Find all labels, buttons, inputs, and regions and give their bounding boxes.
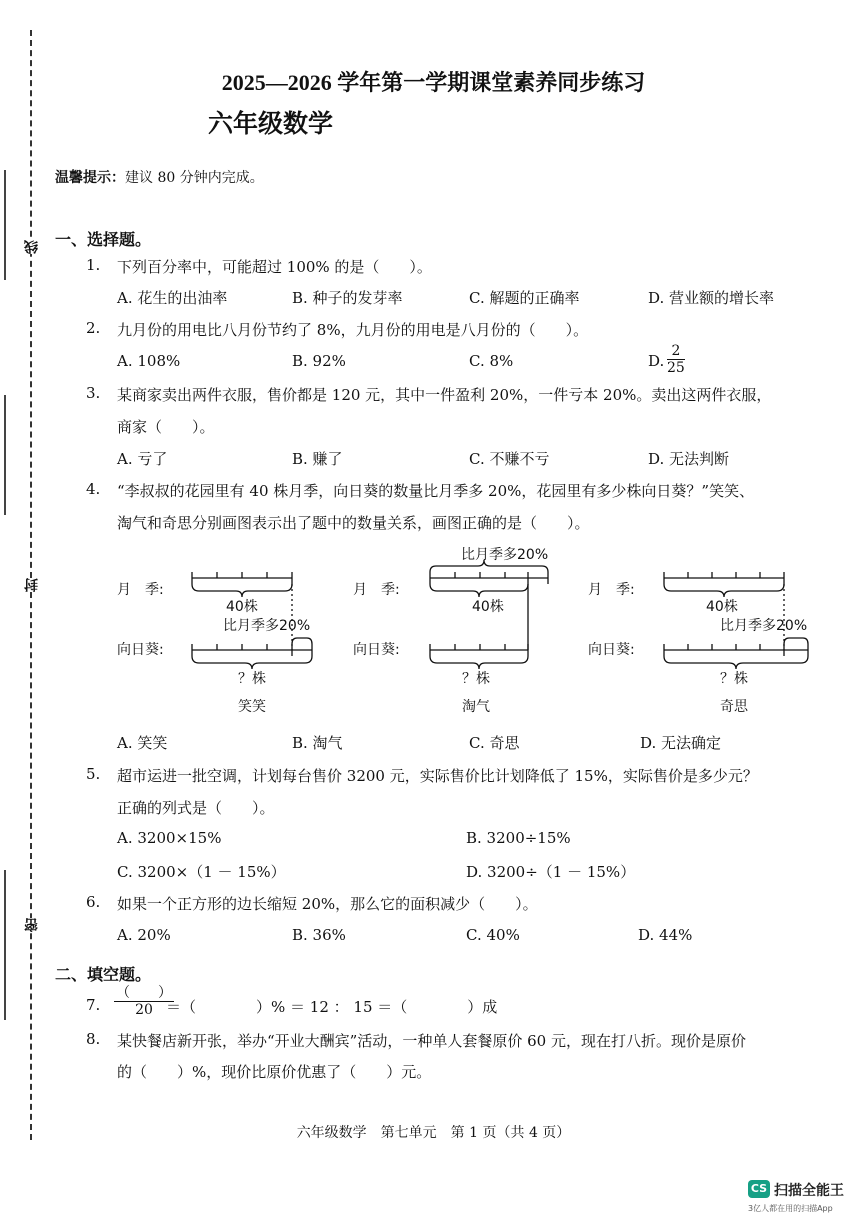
d2-kui-brace <box>430 656 528 669</box>
d3-forty-label: 40株 <box>706 599 738 615</box>
tip-line <box>55 167 264 187</box>
q3-option-b: B. 赚了 <box>292 450 343 468</box>
tip-text: 建议 80 分钟内完成。 <box>125 170 264 186</box>
q6-option-b: B. 36% <box>292 926 346 944</box>
q4-option-c: C. 奇思 <box>469 734 520 752</box>
q3-option-a: A. 亏了 <box>117 450 168 468</box>
q7-fraction-denominator: 20 <box>135 1002 153 1018</box>
q8-number: 8. <box>86 1030 101 1048</box>
q5-option-c: C. 3200×（1 － 15%） <box>117 863 286 881</box>
q5-option-a: A. 3200×15% <box>117 829 222 847</box>
q1-option-d: D. 营业额的增长率 <box>648 289 775 307</box>
exam-subtitle: 六年级数学 <box>208 109 334 138</box>
q5-number: 5. <box>86 765 101 783</box>
camscanner-tagline: 3亿人都在用的扫描App <box>748 1204 833 1213</box>
q3-option-c: C. 不赚不亏 <box>469 450 550 468</box>
q7-fraction <box>114 985 174 1018</box>
margin-char-line: 线 <box>24 240 40 254</box>
q5-option-b: B. 3200÷15% <box>466 829 571 847</box>
q6-number: 6. <box>86 893 101 911</box>
q6-text: 如果一个正方形的边长缩短 20%，那么它的面积减少（ ）。 <box>117 895 538 913</box>
d2-name: 淘气 <box>462 699 490 715</box>
q4-option-a: A. 笑笑 <box>117 734 168 752</box>
q1-option-c: C. 解题的正确率 <box>469 289 580 307</box>
d2-unknown-label: ？株 <box>462 671 490 687</box>
q6-option-d: D. 44% <box>638 926 693 944</box>
q2-option-b: B. 92% <box>292 352 346 370</box>
q8-text-line1: 某快餐店新开张，举办“开业大酬宾”活动，一种单人套餐原价 60 元，现在打八折。现价是原价 <box>117 1032 746 1050</box>
q7-number: 7. <box>86 996 101 1014</box>
q1-text: 下列百分率中，可能超过 100% 的是（ ）。 <box>117 258 432 276</box>
q6-option-a: A. 20% <box>117 926 171 944</box>
q1-option-a: A. 花生的出油率 <box>117 289 228 307</box>
d3-kui-label: 向日葵: <box>588 642 635 658</box>
q1-number: 1. <box>86 256 101 274</box>
d1-yueji-label: 月 季: <box>117 582 164 598</box>
d3-extra-brace <box>784 638 808 644</box>
camscanner-name: 扫描全能王 <box>774 1183 844 1199</box>
q5-text-line1: 超市运进一批空调，计划每台售价 3200 元，实际售价比计划降低了 15%，实际售价是多少元？ <box>117 767 758 785</box>
d3-kui-brace <box>664 656 808 669</box>
camscanner-logo-icon: CS <box>748 1180 770 1198</box>
q2-option-d: D. <box>648 352 665 370</box>
d2-yueji-brace <box>430 584 528 597</box>
d1-more-label: 比月季多20% <box>223 618 311 634</box>
d3-name: 奇思 <box>720 699 748 715</box>
q2-option-d-fraction <box>667 343 685 376</box>
q3-text-line1: 某商家卖出两件衣服，售价都是 120 元，其中一件盈利 20%，一件亏本 20%。卖出这两件衣服， <box>117 386 772 404</box>
d1-extra-brace <box>292 638 312 644</box>
d3-yueji-brace <box>664 584 784 597</box>
q2-option-c: C. 8% <box>469 352 514 370</box>
d1-yueji-brace <box>192 584 292 597</box>
margin-edge-mark <box>4 395 6 515</box>
tip-label: 温馨提示： <box>55 170 125 186</box>
margin-char-seal: 封 <box>24 578 40 592</box>
q3-number: 3. <box>86 384 101 402</box>
q2-fraction-numerator: 2 <box>667 343 685 360</box>
margin-char-secret: 密 <box>24 918 40 932</box>
q4-number: 4. <box>86 480 101 498</box>
q3-text-line2: 商家（ ）。 <box>117 418 215 436</box>
q1-option-b: B. 种子的发芽率 <box>292 289 403 307</box>
q4-option-d: D. 无法确定 <box>640 734 722 752</box>
d2-more-label: 比月季多20% <box>461 547 549 563</box>
d1-kui-brace <box>192 656 312 669</box>
q4-text-line2: 淘气和奇思分别画图表示出了题中的数量关系，画图正确的是（ ）。 <box>117 514 590 532</box>
margin-edge-mark <box>4 170 6 280</box>
q4-option-b: B. 淘气 <box>292 734 343 752</box>
section-2-title: 二、填空题。 <box>55 965 152 984</box>
q6-option-c: C. 40% <box>466 926 520 944</box>
q2-text: 九月份的用电比八月份节约了 8%，九月份的用电是八月份的（ ）。 <box>117 321 589 339</box>
d1-forty-label: 40株 <box>226 599 258 615</box>
q2-fraction-denominator: 25 <box>667 360 685 376</box>
d1-name: 笑笑 <box>238 699 266 715</box>
q4-text-line1: “李叔叔的花园里有 40 株月季，向日葵的数量比月季多 20%，花园里有多少株向日葵？”笑笑、 <box>117 482 755 500</box>
section-1-title: 一、选择题。 <box>55 230 152 249</box>
d2-yueji-label: 月 季: <box>353 582 400 598</box>
d3-yueji-label: 月 季: <box>588 582 635 598</box>
margin-edge-mark <box>4 870 6 1020</box>
d1-kui-label: 向日葵: <box>117 642 164 658</box>
d2-kui-label: 向日葵: <box>353 642 400 658</box>
q7-text: ＝（ ）% ＝ 12 ： 15 ＝（ ）成 <box>166 998 498 1016</box>
page-footer: 六年级数学 第七单元 第 1 页（共 4 页） <box>296 1125 571 1141</box>
d3-unknown-label: ？株 <box>720 671 748 687</box>
q2-number: 2. <box>86 319 101 337</box>
d1-unknown-label: ？株 <box>238 671 266 687</box>
q5-text-line2: 正确的列式是（ ）。 <box>117 799 275 817</box>
exam-title: 2025—2026 学年第一学期课堂素养同步练习 <box>221 70 646 95</box>
d3-more-label: 比月季多20% <box>720 618 808 634</box>
q3-option-d: D. 无法判断 <box>648 450 730 468</box>
d2-forty-label: 40株 <box>472 599 504 615</box>
q5-option-d: D. 3200÷（1 － 15%） <box>466 863 636 881</box>
q7-fraction-numerator: （ ） <box>116 985 172 1001</box>
q4-diagram <box>0 540 867 720</box>
q8-text-line2: 的（ ）%，现价比原价优惠了（ ）元。 <box>117 1063 432 1081</box>
q2-option-a: A. 108% <box>117 352 181 370</box>
